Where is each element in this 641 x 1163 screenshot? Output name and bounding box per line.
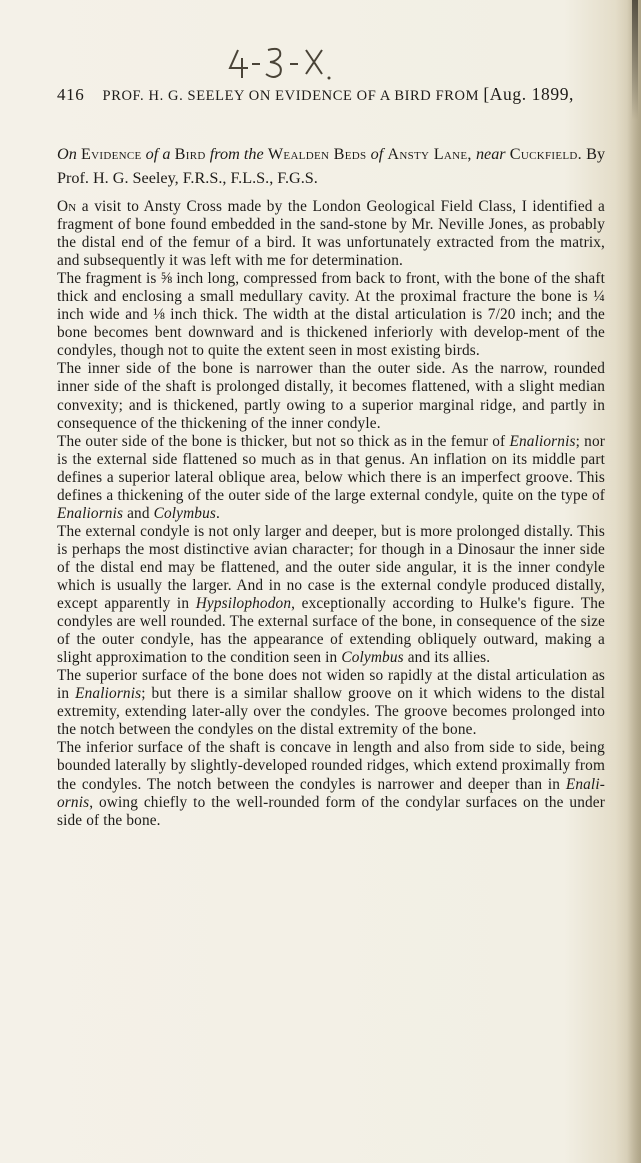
title-of: of [145, 145, 159, 163]
running-head-text: PROF. H. G. SEELEY ON EVIDENCE OF A BIRD FROM [102, 88, 480, 104]
paragraph-1-lead: On [57, 198, 77, 215]
title-on: On [57, 145, 77, 163]
p7-a: The inferior surface of the shaft is concave in length and also from side to side, being bounded laterally by slightly-developed rounded ridges, which extend proximally from the condyles. The notch between the condyles is narrower and deeper than in [57, 739, 605, 793]
p4-b: ; nor is the external side flattened so much as in that genus. An inflation on its middle part defines a superior lateral oblique area, below which there is an imperfect groove. This defines a thickening of the outer side of the large external condyle, quite on the type of [57, 432, 605, 504]
p4-enaliornis-2: Enaliornis [57, 504, 124, 522]
title-ansty-lane: Ansty Lane, [387, 145, 472, 163]
title-evidence: Evidence [80, 145, 142, 163]
handwritten-mark-image [226, 44, 346, 80]
scan-mark [632, 0, 638, 120]
p7-b: , owing chiefly to the well-rounded form of the condylar surfaces on the under side of the bone. [57, 793, 605, 829]
p4-a: The outer side of the bone is thicker, but not so thick as in the femur of [57, 432, 506, 450]
running-head [57, 84, 617, 105]
page-edge-shadow [627, 0, 641, 1163]
paragraph-3: The inner side of the bone is narrower than the outer side. As the narrow, rounded inner side of the shaft is prolonged distally, it becomes flattened, with a slight median convexity; and is thickened, partly owing to a superior marginal ridge, and partly in consequence of the thickening of the inner condyle. [57, 360, 605, 432]
paragraph-1-text: a visit to Ansty Cross made by the London Geological Field Class, I identified a fragment of bone found embedded in the sand-stone by Mr. Neville Jones, as probably the distal end of the femur of a bird. It was unfortunately extracted from the matrix, and subsequently it was left with me for determination. [57, 198, 605, 270]
p5-a: The external condyle is not only larger and deeper, but is more prolonged distally. This is perhaps the most distinctive avian character; for though in a Dinosaur the inner side of the distal end may be flattened, and the outer side angular, it is the inner condyle which is usually the larger. And in no case is the external condyle produced distally, except apparently in [57, 522, 605, 613]
title-byline: By Prof. H. G. Seeley, F.R.S., F.L.S., F.G.S. [57, 145, 606, 187]
title-of-2: of [370, 145, 384, 163]
paragraph-7 [57, 739, 605, 829]
title-bird: Bird [174, 145, 206, 163]
paragraph-4 [57, 433, 605, 523]
p4-end: . [216, 504, 220, 522]
title-near: near [475, 145, 506, 163]
paragraph-1 [57, 198, 605, 270]
p6-enaliornis: Enaliornis [75, 685, 142, 703]
p4-and: and [127, 504, 150, 522]
article-body [57, 198, 605, 830]
p5-c: and its allies. [407, 649, 491, 667]
p6-a: The superior surface of the bone does not widen so rapidly at the distal articulation as in [57, 667, 605, 703]
p4-enaliornis-1: Enaliornis [509, 432, 576, 450]
p5-b: , exceptionally according to Hulke's figure. The condyles are well rounded. The external surface of the bone, in consequence of the size of the outer condyle, has the appearance of extending obliquely outward, making a slight approximation to the condition seen in [57, 595, 605, 667]
p7-enaliornis: Enali-ornis [57, 775, 605, 811]
title-from-the: from the [209, 145, 264, 163]
paragraph-5 [57, 523, 605, 667]
title-cuckfield: Cuckfield. [509, 145, 582, 163]
running-head-date: [Aug. 1899, [483, 84, 575, 104]
article-title [57, 142, 605, 190]
p6-b: ; but there is a similar shallow groove on it which widens to the distal extremity, extending later-ally over the condyles. The groove becomes prolonged into the notch between the condyles on the distal extremity of the bone. [57, 685, 605, 739]
page-number: 416 [57, 85, 85, 104]
p5-colymbus: Colymbus [341, 649, 404, 667]
p5-hypsilophodon: Hypsilophodon [195, 595, 292, 613]
paragraph-2: The fragment is ⅝ inch long, compressed from back to front, with the bone of the shaft thick and enclosing a small medullary cavity. At the proximal fracture the bone is ¼ inch wide and ⅛ inch thick. The width at the distal articulation is 7/20 inch; and the bone becomes bent downward and is thickened inferiorly with develop-ment of the condyles, though not to quite the extent seen in most existing birds. [57, 270, 605, 360]
title-a: a [162, 145, 171, 163]
paragraph-6 [57, 667, 605, 739]
title-wealden-beds: Wealden Beds [267, 145, 367, 163]
p4-colymbus: Colymbus [153, 504, 216, 522]
